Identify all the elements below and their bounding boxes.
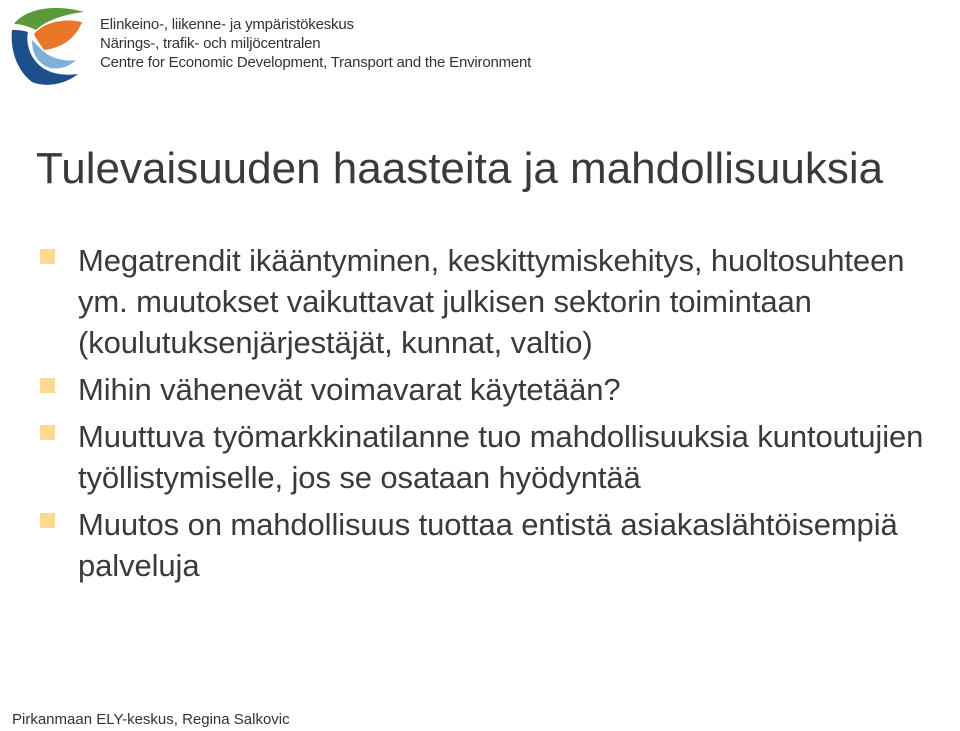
square-bullet-icon: [40, 378, 55, 393]
bullet-item-labour-market: [40, 416, 955, 498]
bullet-item-resources: [40, 369, 955, 410]
slide-footer: Pirkanmaan ELY-keskus, Regina Salkovic: [12, 711, 290, 728]
bullet-text: Muutos on mahdollisuus tuottaa entistä asiakaslähtöisempiä palveluja: [78, 507, 898, 583]
bullet-item-change-opportunity: [40, 504, 955, 586]
bullet-item-megatrends: [40, 240, 955, 363]
bullet-text: Megatrendit ikääntyminen, keskittymiskehitys, huoltosuhteen ym. muutokset vaikuttavat julkisen sektorin toimintaan (koulutuksenjärjestäjät, kunnat, valtio): [78, 243, 905, 360]
slide-title: Tulevaisuuden haasteita ja mahdollisuuksia: [36, 144, 884, 193]
square-bullet-icon: [40, 513, 55, 528]
bullet-list: [40, 240, 955, 592]
org-name-swedish: Närings-, trafik- och miljöcentralen: [100, 35, 321, 52]
org-name-finnish: Elinkeino-, liikenne- ja ympäristökeskus: [100, 16, 354, 33]
organization-names: [100, 15, 531, 72]
ely-centre-logo-icon: [6, 4, 88, 86]
square-bullet-icon: [40, 425, 55, 440]
bullet-text: Muuttuva työmarkkinatilanne tuo mahdollisuuksia kuntoutujien työllistymiselle, jos se osataan hyödyntää: [78, 419, 924, 495]
bullet-text: Mihin vähenevät voimavarat käytetään?: [78, 372, 621, 407]
square-bullet-icon: [40, 249, 55, 264]
slide-header: [0, 0, 960, 95]
org-name-english: Centre for Economic Development, Transport and the Environment: [100, 54, 532, 71]
